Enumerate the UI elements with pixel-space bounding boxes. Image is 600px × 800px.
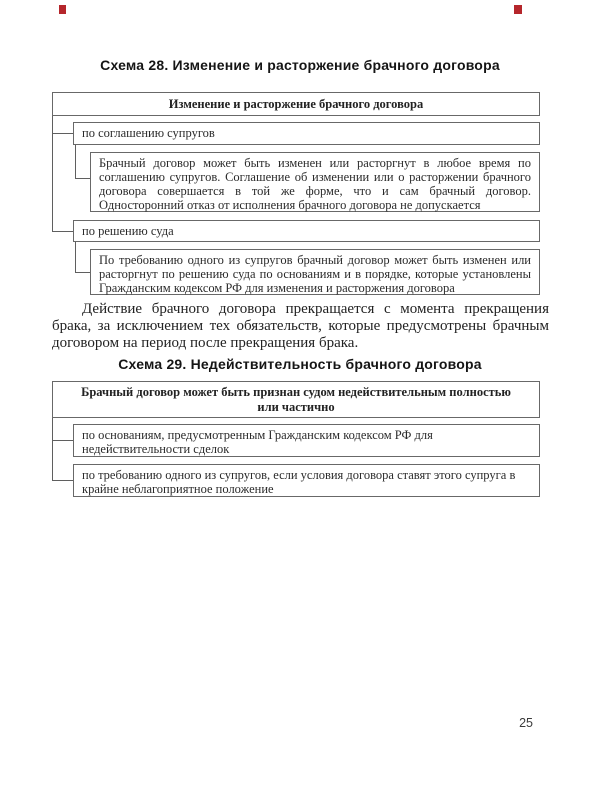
connector-line (75, 272, 90, 273)
red-scan-mark-right (514, 5, 522, 14)
schema-28-root-box: Изменение и расторжение брачного договора (52, 92, 540, 116)
connector-line (52, 480, 73, 481)
connector-line (52, 133, 73, 134)
schema-29-root-box (52, 381, 540, 418)
red-scan-mark-left (59, 5, 66, 14)
page-number: 25 (519, 716, 533, 730)
schema-28-branch-court: по решению суда (73, 220, 540, 242)
schema-28-title: Схема 28. Изменение и расторжение брачного договора (100, 57, 500, 73)
schema-28-detail-court: По требованию одного из супругов брачный договор может быть изменен или расторгнут по решению суда по основаниям и в порядке, которые установлены Гражданским кодексом РФ для изменения и расторжения договора (90, 249, 540, 295)
schema-29-item-grounds: по основаниям, предусмотренным Гражданским кодексом РФ для недействительности сделок (73, 424, 540, 457)
connector-line (75, 144, 76, 178)
connector-line (75, 178, 90, 179)
schema-29-root-text: Брачный договор может быть признан судом недействительным полностью или частично (81, 384, 511, 414)
connector-line (75, 241, 76, 272)
schema-28-branch-agreement: по соглашению супругов (73, 122, 540, 145)
schema-28-detail-agreement: Брачный договор может быть изменен или расторгнут в любое время по соглашению супругов. Соглашение об изменении или о расторжении брачного договора совершается в той же форме, что и сам брачный договор. Односторонний отказ от исполнения брачного договора не допускается (90, 152, 540, 212)
schema-29-title: Схема 29. Недействительность брачного договора (118, 356, 482, 372)
body-paragraph: Действие брачного договора прекращается с момента прекращения брака, за исключением тех обязательств, которые предусмотрены брачным договором на период после прекращения брака. (52, 301, 549, 351)
connector-line (52, 440, 73, 441)
connector-line (52, 231, 73, 232)
connector-line (52, 417, 53, 480)
schema-29-item-demand: по требованию одного из супругов, если условия договора ставят этого супруга в крайне неблагоприятное положение (73, 464, 540, 497)
